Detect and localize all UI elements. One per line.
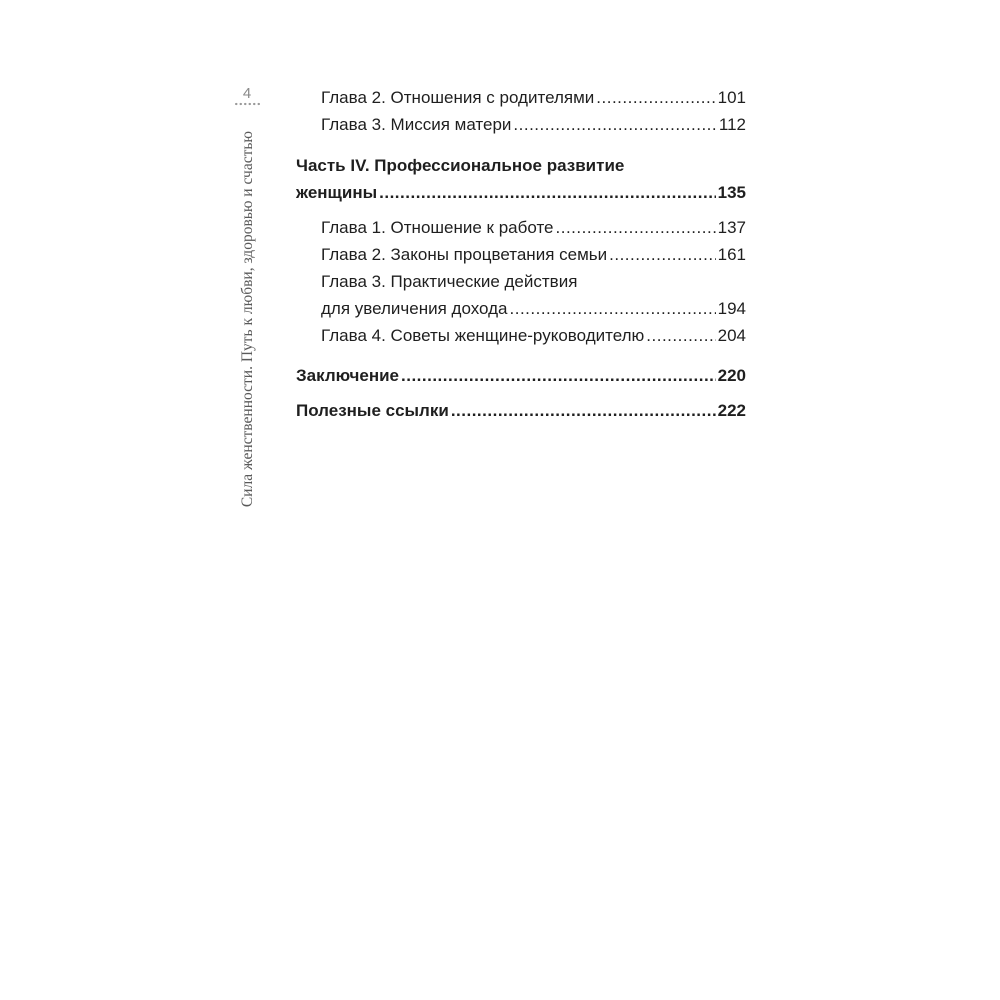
toc-entry-chapter-2-laws[interactable] bbox=[296, 241, 746, 268]
toc-part-title-line-1: Часть IV. Профессиональное развитие bbox=[296, 156, 625, 175]
toc-entry-chapter-4-tips[interactable] bbox=[296, 322, 746, 349]
toc-entry-page: 220 bbox=[717, 366, 746, 385]
dot-leader bbox=[513, 111, 716, 138]
toc-entry-page: 222 bbox=[717, 401, 746, 420]
toc-entry-label: Глава 2. Отношения с родителями bbox=[321, 88, 595, 107]
toc-entry-label: Глава 1. Отношение к работе bbox=[321, 218, 554, 237]
toc-part-title-line-2 bbox=[296, 179, 746, 206]
dot-leader bbox=[556, 214, 716, 241]
toc-entry-page: 135 bbox=[717, 183, 746, 202]
toc-entry-label: Глава 3. Миссия матери bbox=[321, 115, 512, 134]
dot-leader bbox=[646, 322, 715, 349]
toc-entry-page: 112 bbox=[718, 115, 746, 134]
dot-leader bbox=[379, 179, 715, 206]
toc-entry-label: Глава 2. Законы процветания семьи bbox=[321, 245, 608, 264]
toc-entry-label: женщины bbox=[296, 183, 378, 202]
table-of-contents bbox=[296, 84, 746, 424]
toc-entry-label: Глава 4. Советы женщине-руководителю bbox=[321, 326, 645, 345]
dot-leader bbox=[596, 84, 715, 111]
toc-entry-useful-links[interactable] bbox=[296, 397, 746, 424]
toc-entry-chapter-3-actions[interactable] bbox=[296, 268, 746, 322]
dot-leader bbox=[401, 362, 716, 389]
toc-entry-chapter-3-mission[interactable] bbox=[296, 111, 746, 138]
page-number: 4 bbox=[242, 85, 252, 102]
toc-entry-page: 137 bbox=[717, 218, 746, 237]
dot-leader bbox=[609, 241, 716, 268]
toc-entry-label: Заключение bbox=[296, 366, 399, 385]
toc-entry-page: 161 bbox=[717, 245, 746, 264]
toc-entry-page: 194 bbox=[717, 299, 746, 318]
page-number-dots bbox=[234, 102, 260, 106]
toc-chapter-title-line-1: Глава 3. Практические действия bbox=[321, 272, 578, 291]
toc-entry-page: 101 bbox=[717, 88, 746, 107]
toc-entry-chapter-1-work[interactable] bbox=[296, 214, 746, 241]
dot-leader bbox=[451, 397, 716, 424]
toc-chapter-title-line-2 bbox=[296, 295, 746, 322]
toc-entry-part-4[interactable] bbox=[296, 152, 746, 206]
toc-entry-conclusion[interactable] bbox=[296, 362, 746, 389]
toc-entry-label: Полезные ссылки bbox=[296, 401, 449, 420]
dot-leader bbox=[510, 295, 716, 322]
running-title: Сила женственности. Путь к любви, здоровью и счастью bbox=[239, 131, 256, 508]
toc-entry-chapter-2-parents[interactable] bbox=[296, 84, 746, 111]
toc-entry-page: 204 bbox=[717, 326, 746, 345]
toc-entry-label: для увеличения дохода bbox=[321, 299, 508, 318]
